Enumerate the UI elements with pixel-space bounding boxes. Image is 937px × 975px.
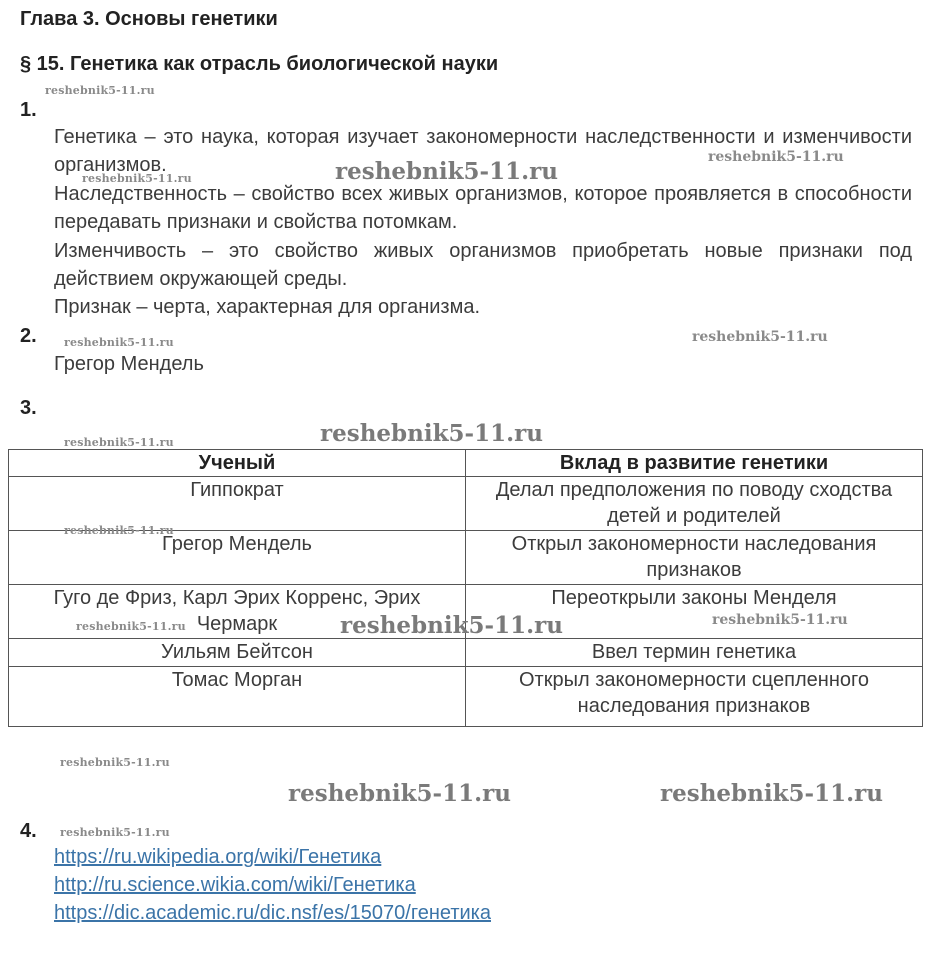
- table-cell-contribution: Переоткрыли законы Менделя: [466, 585, 923, 639]
- definition-trait: Признак – черта, характерная для организма.: [54, 296, 481, 318]
- watermark: reshebnik5-11.ru: [64, 524, 174, 537]
- table-row: [9, 667, 923, 727]
- watermark: reshebnik5-11.ru: [45, 84, 155, 97]
- watermark: reshebnik5-11.ru: [60, 826, 170, 839]
- table-cell-scientist: Уильям Бейтсон: [9, 639, 466, 667]
- watermark: reshebnik5-11.ru: [320, 420, 543, 447]
- definition-variability: Изменчивость – это свойство живых организмов приобретать новые признаки под действием окружающей среды.: [54, 240, 912, 290]
- table-header-row: [9, 450, 923, 477]
- question-2-answer: Грегор Мендель: [54, 353, 204, 375]
- link-wikia[interactable]: http://ru.science.wikia.com/wiki/Генетика: [54, 874, 416, 896]
- link-wikipedia[interactable]: https://ru.wikipedia.org/wiki/Генетика: [54, 846, 382, 868]
- links-list: [54, 843, 491, 927]
- table-cell-scientist: Томас Морган: [9, 667, 466, 727]
- watermark: reshebnik5-11.ru: [660, 780, 883, 807]
- table-cell-scientist: Грегор Мендель: [9, 531, 466, 585]
- table-row: [9, 531, 923, 585]
- table-cell-contribution: Делал предположения по поводу сходства детей и родителей: [466, 477, 923, 531]
- link-academic[interactable]: https://dic.academic.ru/dic.nsf/es/15070/генетика: [54, 902, 491, 924]
- watermark: reshebnik5-11.ru: [692, 329, 828, 345]
- watermark: reshebnik5-11.ru: [288, 780, 511, 807]
- watermark: reshebnik5-11.ru: [64, 336, 174, 349]
- chapter-title: Глава 3. Основы генетики: [20, 8, 278, 30]
- question-2-number: 2.: [20, 325, 37, 347]
- section-title: § 15. Генетика как отрасль биологической науки: [20, 53, 499, 75]
- question-1-number: 1.: [20, 99, 37, 121]
- watermark: reshebnik5-11.ru: [340, 612, 563, 639]
- table-row: [9, 639, 923, 667]
- watermark: reshebnik5-11.ru: [708, 149, 844, 165]
- watermark: reshebnik5-11.ru: [82, 172, 192, 185]
- table-cell-contribution: Ввел термин генетика: [466, 639, 923, 667]
- table-cell-contribution: Открыл закономерности сцепленного наследования признаков: [466, 667, 923, 727]
- question-3-number: 3.: [20, 397, 37, 419]
- definition-genetics: Генетика – это наука, которая изучает закономерности наследственности и изменчивости организмов.: [54, 126, 912, 176]
- watermark: reshebnik5-11.ru: [76, 620, 186, 633]
- table-header-scientist: Ученый: [9, 450, 466, 477]
- watermark: reshebnik5-11.ru: [64, 436, 174, 449]
- watermark: reshebnik5-11.ru: [335, 158, 558, 185]
- table-row: [9, 585, 923, 639]
- table-cell-scientist: Гуго де Фриз, Карл Эрих Корренс, Эрих Чермарк: [9, 585, 466, 639]
- definition-heredity: Наследственность – свойство всех живых организмов, которое проявляется в способности передавать признаки и свойства потомкам.: [54, 183, 912, 233]
- table-cell-contribution: Открыл закономерности наследования признаков: [466, 531, 923, 585]
- watermark: reshebnik5-11.ru: [60, 756, 170, 769]
- table-cell-scientist: Гиппократ: [9, 477, 466, 531]
- table-header-contribution: Вклад в развитие генетики: [466, 450, 923, 477]
- question-4-number: 4.: [20, 820, 37, 842]
- scientists-table: [8, 449, 923, 727]
- table-row: [9, 477, 923, 531]
- watermark: reshebnik5-11.ru: [712, 612, 848, 628]
